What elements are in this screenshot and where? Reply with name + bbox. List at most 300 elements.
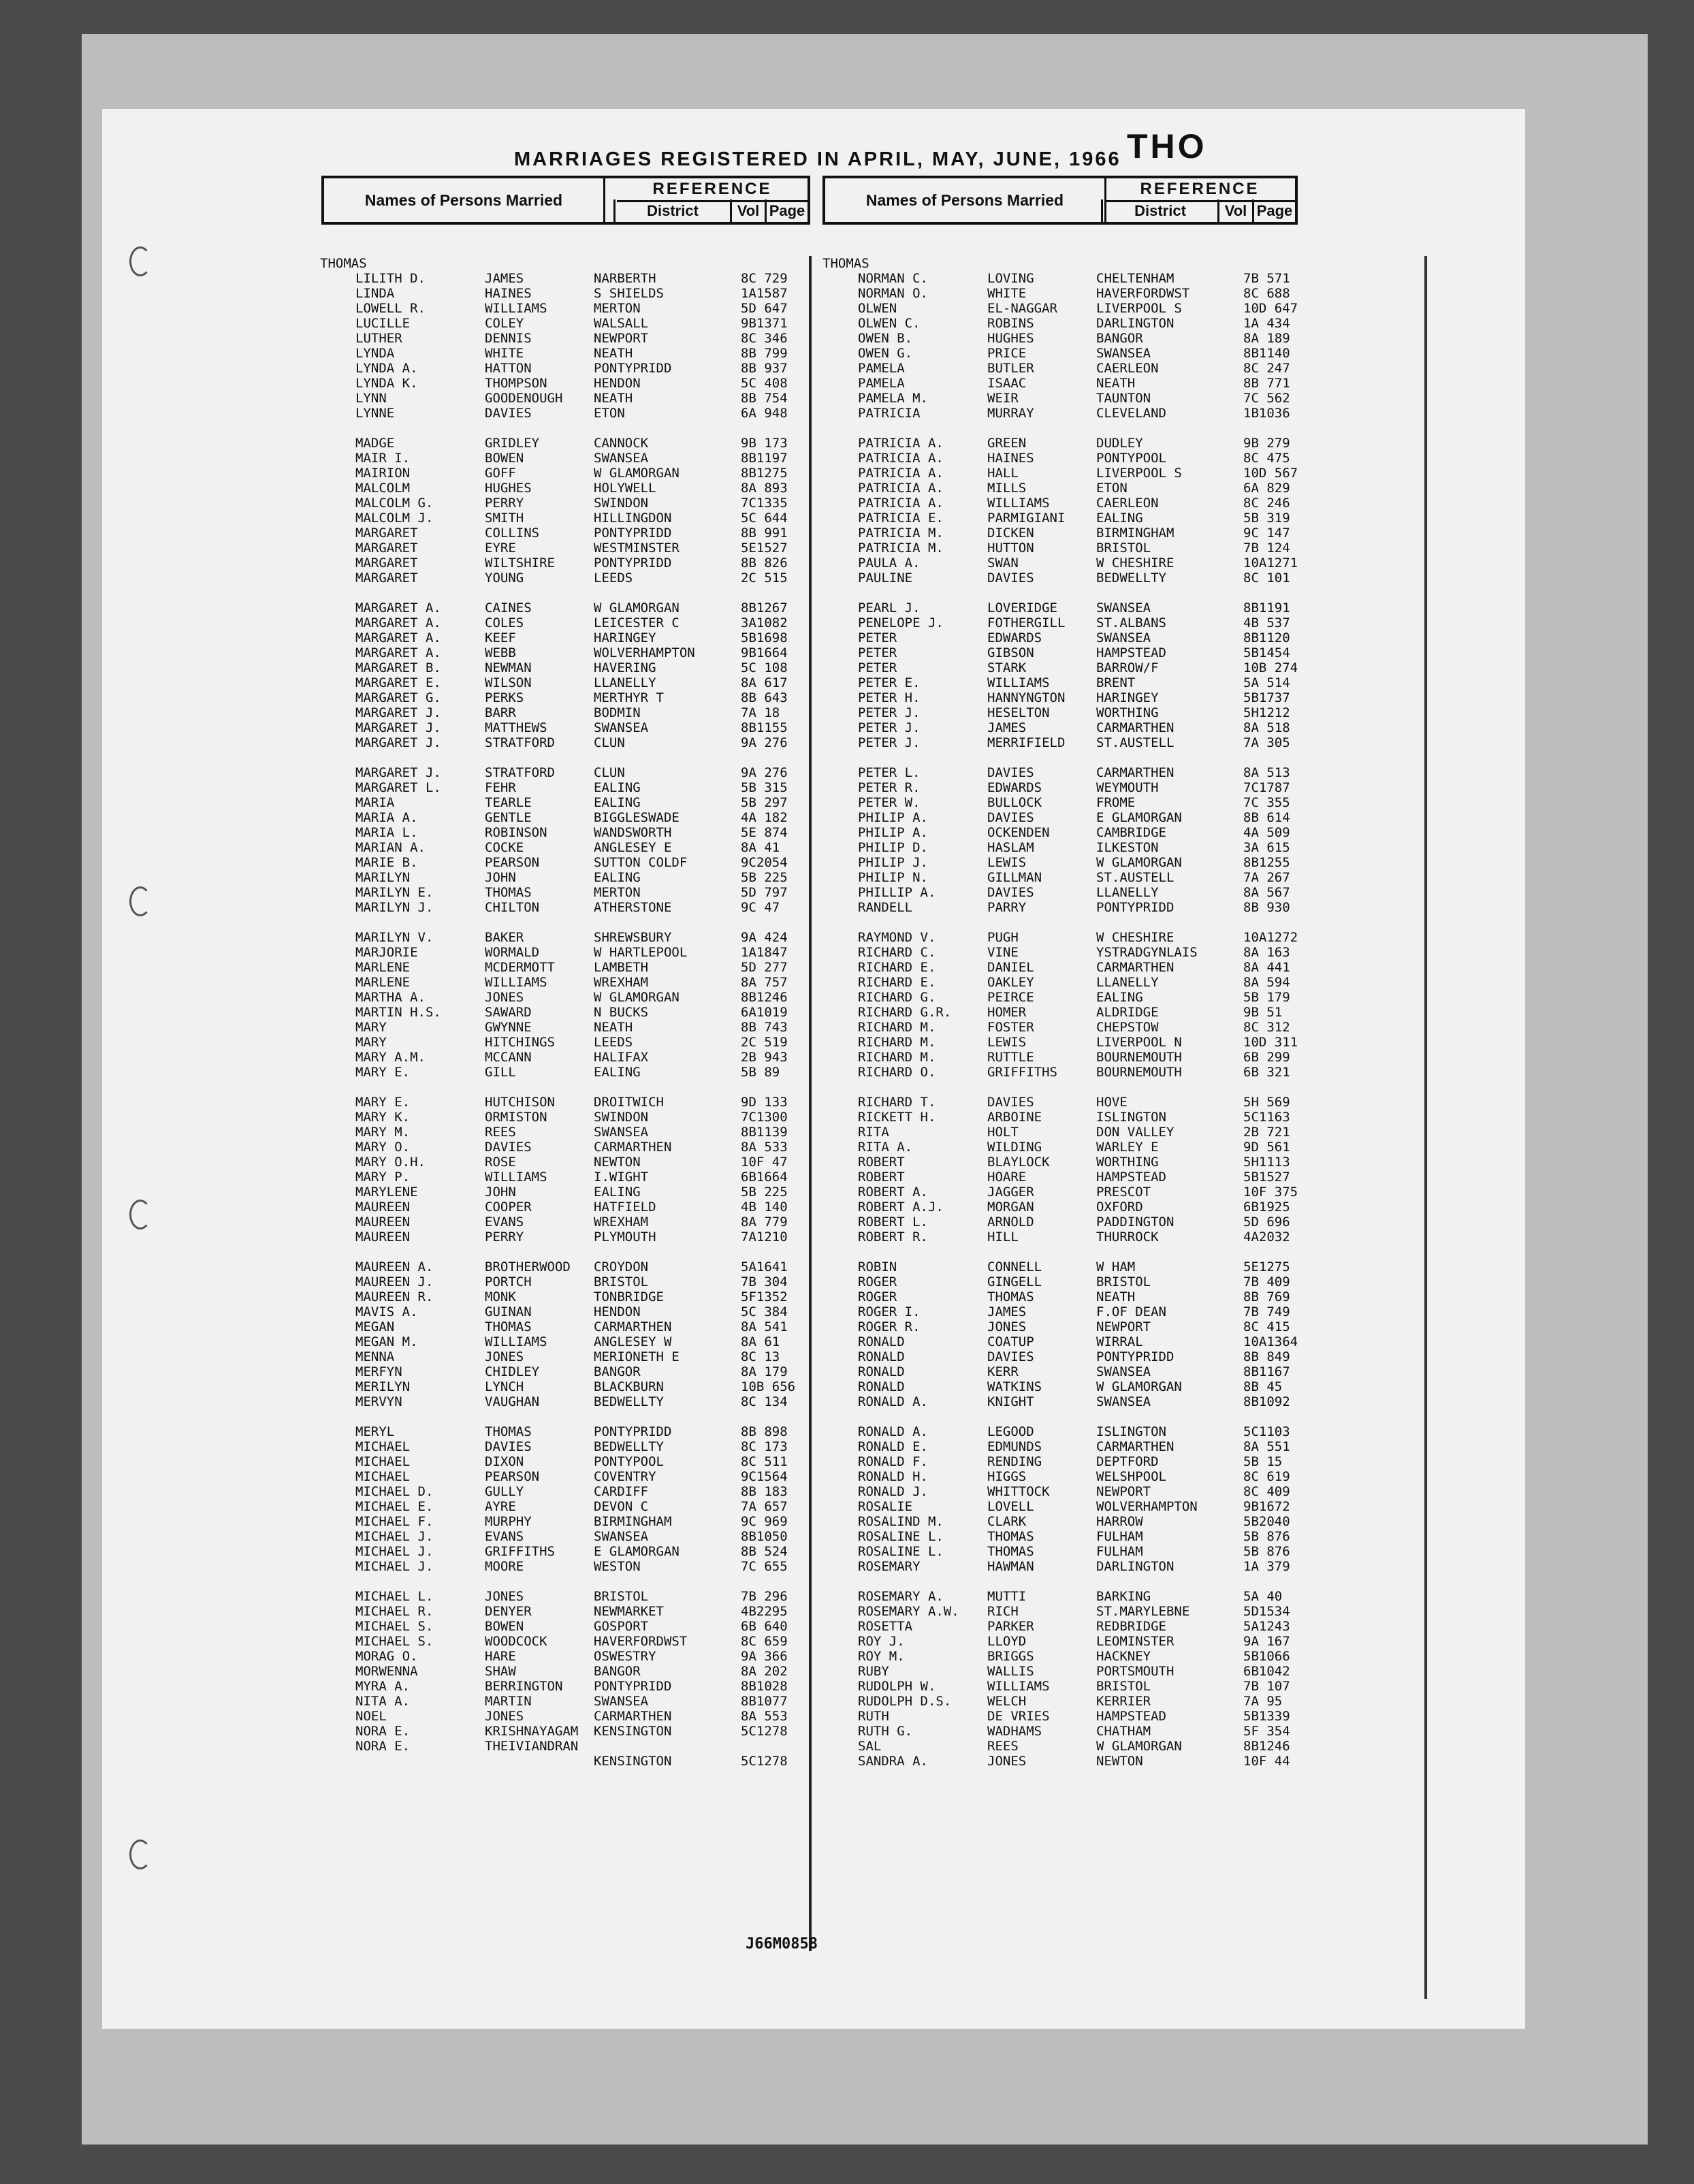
- vol-page: 7C 355: [1243, 795, 1290, 810]
- forename: MALCOLM: [355, 481, 411, 496]
- entry-row: [822, 885, 1360, 900]
- vol-page: 2C 519: [741, 1035, 788, 1050]
- vol-page: 2C 515: [741, 571, 788, 585]
- entry-row: [822, 496, 1360, 511]
- vol-page: 8B1092: [1243, 1394, 1290, 1409]
- vol-page: 8C 173: [741, 1439, 788, 1454]
- entry-row: [822, 1694, 1360, 1709]
- microfilm-code: J66M0858: [746, 1936, 818, 1953]
- district: BRISTOL: [1096, 1679, 1151, 1694]
- district: COVENTRY: [594, 1469, 656, 1484]
- spouse-surname: PEIRCE: [987, 990, 1034, 1005]
- district: WIRRAL: [1096, 1334, 1143, 1349]
- forename: MARGARET: [355, 556, 418, 571]
- vol-page: 7A1210: [741, 1230, 788, 1244]
- district: W CHESHIRE: [1096, 556, 1174, 571]
- forename: RONALD F.: [858, 1454, 928, 1469]
- district: PRESCOT: [1096, 1185, 1151, 1200]
- district: ST.ALBANS: [1096, 615, 1166, 630]
- spouse-surname: COLLINS: [485, 526, 540, 541]
- district: YSTRADGYNLAIS: [1096, 945, 1198, 960]
- spouse-surname: THOMAS: [987, 1529, 1034, 1544]
- district: NEWPORT: [1096, 1319, 1151, 1334]
- spouse-surname: GILL: [485, 1065, 516, 1080]
- vol-page: 8A 541: [741, 1319, 788, 1334]
- district: SWANSEA: [1096, 346, 1151, 361]
- district: PONTYPRIDD: [594, 1679, 672, 1694]
- spouse-surname: HATTON: [485, 361, 532, 376]
- reference-header: REFERENCE: [617, 178, 808, 202]
- forename: MARLENE: [355, 960, 411, 975]
- entry-row: [822, 1484, 1360, 1499]
- spouse-surname: MUTTI: [987, 1589, 1027, 1604]
- forename: ROBERT A.: [858, 1185, 928, 1200]
- spouse-surname: THOMPSON: [485, 376, 547, 391]
- vol-page: 3A1082: [741, 615, 788, 630]
- forename: ROBIN: [858, 1259, 897, 1274]
- district: ST.AUSTELL: [1096, 735, 1174, 750]
- vol-page: 5A1243: [1243, 1619, 1290, 1634]
- entry-row: [822, 1334, 1360, 1349]
- vol-page: 8C 511: [741, 1454, 788, 1469]
- spouse-surname: KERR: [987, 1364, 1019, 1379]
- punch-hole: [129, 1840, 151, 1869]
- forename: OLWEN C.: [858, 316, 921, 331]
- district: CLUN: [594, 765, 625, 780]
- forename: MICHAEL J.: [355, 1529, 434, 1544]
- spouse-surname: HUTCHISON: [485, 1095, 555, 1110]
- spouse-surname: MILLS: [987, 481, 1027, 496]
- vol-page: 4B 537: [1243, 615, 1290, 630]
- district: CLUN: [594, 735, 625, 750]
- spouse-surname: PERRY: [485, 1230, 524, 1244]
- forename: MALCOLM J.: [355, 511, 434, 526]
- forename: MICHAEL L.: [355, 1589, 434, 1604]
- district: ISLINGTON: [1096, 1424, 1166, 1439]
- spouse-surname: JAMES: [987, 720, 1027, 735]
- entry-row: [822, 1230, 1360, 1244]
- entry-row: [822, 630, 1360, 645]
- reference-subheaders: [613, 199, 808, 222]
- spouse-surname: GOODENOUGH: [485, 391, 563, 406]
- entry-row: [320, 870, 858, 885]
- forename: RICHARD E.: [858, 975, 936, 990]
- district: WESTON: [594, 1559, 641, 1574]
- entry-row: [822, 780, 1360, 795]
- entry-row: [320, 1364, 858, 1379]
- district: LEICESTER C: [594, 615, 680, 630]
- entry-row: [822, 1709, 1360, 1724]
- vol-page: 5E 874: [741, 825, 788, 840]
- district: BANGOR: [1096, 331, 1143, 346]
- district: BOURNEMOUTH: [1096, 1065, 1182, 1080]
- spouse-surname: PRICE: [987, 346, 1027, 361]
- forename: LUCILLE: [355, 316, 411, 331]
- spouse-surname: BERRINGTON: [485, 1679, 563, 1694]
- vol-page: 9B 279: [1243, 436, 1290, 451]
- vol-page: 5C 644: [741, 511, 788, 526]
- entry-row: [822, 1259, 1360, 1274]
- vol-page: 8A 779: [741, 1215, 788, 1230]
- forename: PEARL J.: [858, 600, 921, 615]
- vol-page: 8C 312: [1243, 1020, 1290, 1035]
- district: OXFORD: [1096, 1200, 1143, 1215]
- district: NEATH: [594, 346, 633, 361]
- district: WELSHPOOL: [1096, 1469, 1166, 1484]
- vol-page: 8A 757: [741, 975, 788, 990]
- forename: PHILLIP A.: [858, 885, 936, 900]
- spouse-surname: CHIDLEY: [485, 1364, 540, 1379]
- entry-row: [320, 780, 858, 795]
- forename: MARGARET J.: [355, 720, 441, 735]
- vol-page: 5B1454: [1243, 645, 1290, 660]
- district: HARROW: [1096, 1514, 1143, 1529]
- forename: ROBERT: [858, 1170, 905, 1185]
- spouse-surname: OAKLEY: [987, 975, 1034, 990]
- forename: RICHARD E.: [858, 960, 936, 975]
- district: HAVERFORDWST: [1096, 286, 1190, 301]
- entry-row: [822, 1050, 1360, 1065]
- punch-hole: [129, 246, 151, 276]
- spouse-surname: BULLOCK: [987, 795, 1042, 810]
- district: CARMARTHEN: [1096, 1439, 1174, 1454]
- entry-row: [822, 690, 1360, 705]
- entry-row: [320, 361, 858, 376]
- entry-row: [320, 1334, 858, 1349]
- vol-page: 8C 729: [741, 271, 788, 286]
- vol-page: 8A 551: [1243, 1439, 1290, 1454]
- entry-row: [320, 1200, 858, 1215]
- forename: MARGARET E.: [355, 675, 441, 690]
- district: NEWTON: [594, 1155, 641, 1170]
- spouse-surname: BROTHERWOOD: [485, 1259, 571, 1274]
- spouse-surname: GILLMAN: [987, 870, 1042, 885]
- spouse-surname: BAKER: [485, 930, 524, 945]
- forename: MERFYN: [355, 1364, 402, 1379]
- spouse-surname: HARE: [485, 1649, 516, 1664]
- entry-row: [822, 675, 1360, 690]
- vol-page: 5D 277: [741, 960, 788, 975]
- spouse-surname: WATKINS: [987, 1379, 1042, 1394]
- vol-page: 5B 225: [741, 870, 788, 885]
- vol-page: 7B 304: [741, 1274, 788, 1289]
- spouse-surname: WILLIAMS: [987, 675, 1050, 690]
- spouse-surname: WILTSHIRE: [485, 556, 555, 571]
- vol-page: 1A 434: [1243, 316, 1290, 331]
- punch-hole: [129, 1200, 151, 1230]
- vol-page: 5F 354: [1243, 1724, 1290, 1739]
- spouse-surname: PORTCH: [485, 1274, 532, 1289]
- entry-row: [320, 720, 858, 735]
- forename: MARY P.: [355, 1170, 411, 1185]
- district: SWANSEA: [594, 720, 649, 735]
- district: SHREWSBURY: [594, 930, 672, 945]
- vol-page: 7A 18: [741, 705, 780, 720]
- entry-row: [320, 1619, 858, 1634]
- vol-page: 6A 948: [741, 406, 788, 421]
- forename: MORWENNA: [355, 1664, 418, 1679]
- spouse-surname: JONES: [987, 1319, 1027, 1334]
- spouse-surname: THEIVIANDRAN: [485, 1739, 579, 1754]
- spouse-surname: VINE: [987, 945, 1019, 960]
- vol-page: 8B 743: [741, 1020, 788, 1035]
- entry-row: [320, 630, 858, 645]
- district: CAMBRIDGE: [1096, 825, 1166, 840]
- reference-subheaders: [1101, 199, 1295, 222]
- spouse-surname: JONES: [485, 1349, 524, 1364]
- vol-header: Vol: [730, 199, 765, 222]
- entry-row: [320, 600, 858, 615]
- entry-row: [320, 1349, 858, 1364]
- spouse-surname: PARRY: [987, 900, 1027, 915]
- vol-page: 5E1527: [741, 541, 788, 556]
- district: MERTON: [594, 301, 641, 316]
- vol-page: 8C 13: [741, 1349, 780, 1364]
- district: LEOMINSTER: [1096, 1634, 1174, 1649]
- spouse-surname: JOHN: [485, 1185, 516, 1200]
- entry-row: [320, 930, 858, 945]
- forename: RONALD E.: [858, 1439, 928, 1454]
- spouse-surname: MATTHEWS: [485, 720, 547, 735]
- spouse-surname: LLOYD: [987, 1634, 1027, 1649]
- district: CARMARTHEN: [594, 1319, 672, 1334]
- district: SWINDON: [594, 1110, 649, 1125]
- vol-page: 5B 315: [741, 780, 788, 795]
- entry-row: [320, 1439, 858, 1454]
- forename: PETER H.: [858, 690, 921, 705]
- vol-page: 6B1042: [1243, 1664, 1290, 1679]
- district: ANGLESEY E: [594, 840, 672, 855]
- entry-row: [822, 1379, 1360, 1394]
- forename: PATRICIA A.: [858, 466, 944, 481]
- vol-page: 5C 108: [741, 660, 788, 675]
- forename: PHILIP A.: [858, 810, 928, 825]
- vol-page: 4A 182: [741, 810, 788, 825]
- forename: RUBY: [858, 1664, 889, 1679]
- forename: RONALD: [858, 1364, 905, 1379]
- district: EALING: [594, 1065, 641, 1080]
- vol-page: 8B1120: [1243, 630, 1290, 645]
- forename: LINDA: [355, 286, 395, 301]
- vol-page: 8C 246: [1243, 496, 1290, 511]
- spouse-surname: PARKER: [987, 1619, 1034, 1634]
- spouse-surname: WILLIAMS: [485, 1170, 547, 1185]
- vol-page: 6B1664: [741, 1170, 788, 1185]
- entry-row: [320, 1065, 858, 1080]
- spouse-surname: PEARSON: [485, 1469, 540, 1484]
- vol-page: 8B 930: [1243, 900, 1290, 915]
- forename: MARY A.M.: [355, 1050, 426, 1065]
- entry-row: [822, 1095, 1360, 1110]
- spouse-surname: BLAYLOCK: [987, 1155, 1050, 1170]
- district: SWANSEA: [1096, 1394, 1151, 1409]
- district: SWANSEA: [1096, 1364, 1151, 1379]
- names-header: Names of Persons Married: [825, 178, 1106, 222]
- entry-row: [320, 1589, 858, 1604]
- forename: PAULA A.: [858, 556, 921, 571]
- entry-row: [822, 1035, 1360, 1050]
- district: CANNOCK: [594, 436, 649, 451]
- entry-row: [822, 556, 1360, 571]
- entry-row: [320, 1694, 858, 1709]
- vol-page: 1A1847: [741, 945, 788, 960]
- spouse-surname: HOMER: [987, 1005, 1027, 1020]
- forename: ROGER: [858, 1274, 897, 1289]
- spouse-surname: GOFF: [485, 466, 516, 481]
- forename: PETER: [858, 645, 897, 660]
- district: LLANELLY: [1096, 885, 1159, 900]
- district: NARBERTH: [594, 271, 656, 286]
- spouse-surname: SHAW: [485, 1664, 516, 1679]
- spouse-surname: MCDERMOTT: [485, 960, 555, 975]
- vol-page: 9B1672: [1243, 1499, 1290, 1514]
- district: SWANSEA: [1096, 600, 1151, 615]
- spouse-surname: LOVELL: [987, 1499, 1034, 1514]
- entry-row: [320, 690, 858, 705]
- entry-row: [822, 705, 1360, 720]
- spouse-surname: DE VRIES: [987, 1709, 1050, 1724]
- entry-row: [822, 900, 1360, 915]
- vol-page: 4A2032: [1243, 1230, 1290, 1244]
- district: NEATH: [1096, 1289, 1136, 1304]
- forename: RICHARD G.: [858, 990, 936, 1005]
- vol-page: 8B1275: [741, 466, 788, 481]
- district: SWANSEA: [594, 1694, 649, 1709]
- district: CARMARTHEN: [1096, 720, 1174, 735]
- vol-page: 8A 189: [1243, 331, 1290, 346]
- vol-page: 9A 167: [1243, 1634, 1290, 1649]
- spouse-surname: WELCH: [987, 1694, 1027, 1709]
- vol-page: 10F 44: [1243, 1754, 1290, 1769]
- district: EALING: [1096, 990, 1143, 1005]
- entry-row: [822, 1170, 1360, 1185]
- district: W GLAMORGAN: [1096, 1739, 1182, 1754]
- entry-row: [320, 1125, 858, 1140]
- forename: MARGARET A.: [355, 630, 441, 645]
- group-spacer: [320, 1574, 858, 1589]
- district: EALING: [594, 795, 641, 810]
- forename: LILITH D.: [355, 271, 426, 286]
- spouse-surname: HUGHES: [485, 481, 532, 496]
- forename: PAMELA: [858, 361, 905, 376]
- district: LLANELLY: [594, 675, 656, 690]
- forename: RUDOLPH W.: [858, 1679, 936, 1694]
- vol-page: 8B 45: [1243, 1379, 1283, 1394]
- spouse-surname: JAMES: [987, 1304, 1027, 1319]
- vol-page: 5B 179: [1243, 990, 1290, 1005]
- district: PONTYPRIDD: [1096, 1349, 1174, 1364]
- district: WORTHING: [1096, 705, 1159, 720]
- forename: PHILIP D.: [858, 840, 928, 855]
- spouse-surname: JONES: [485, 990, 524, 1005]
- entry-row: [822, 1125, 1360, 1140]
- district: NEATH: [594, 1020, 633, 1035]
- spouse-surname: ISAAC: [987, 376, 1027, 391]
- forename: MARIAN A.: [355, 840, 426, 855]
- entry-row: [822, 436, 1360, 451]
- forename: RANDELL: [858, 900, 913, 915]
- district: LIVERPOOL N: [1096, 1035, 1182, 1050]
- vol-page: 5C 384: [741, 1304, 788, 1319]
- spouse-surname: WILLIAMS: [987, 496, 1050, 511]
- vol-page: 9A 366: [741, 1649, 788, 1664]
- spouse-surname: DAVIES: [485, 406, 532, 421]
- entry-row: [822, 1364, 1360, 1379]
- spouse-surname: YOUNG: [485, 571, 524, 585]
- vol-page: 5B1737: [1243, 690, 1290, 705]
- district: WEYMOUTH: [1096, 780, 1159, 795]
- spouse-surname: TEARLE: [485, 795, 532, 810]
- forename: MAIRION: [355, 466, 411, 481]
- forename: NORMAN C.: [858, 271, 928, 286]
- forename: MAIR I.: [355, 451, 411, 466]
- district: W GLAMORGAN: [594, 990, 680, 1005]
- spouse-surname: DAVIES: [987, 885, 1034, 900]
- spouse-surname: GENTLE: [485, 810, 532, 825]
- vol-page: 7B 124: [1243, 541, 1290, 556]
- district: W GLAMORGAN: [594, 466, 680, 481]
- district: BLACKBURN: [594, 1379, 664, 1394]
- spouse-surname: LEWIS: [987, 855, 1027, 870]
- spouse-surname: RICH: [987, 1604, 1019, 1619]
- forename: PATRICIA: [858, 406, 921, 421]
- group-spacer: [822, 1574, 1360, 1589]
- spouse-surname: DAVIES: [987, 810, 1034, 825]
- forename: MARYLENE: [355, 1185, 418, 1200]
- forename: PETER J.: [858, 720, 921, 735]
- vol-page: 8B1267: [741, 600, 788, 615]
- entry-row: [320, 1724, 858, 1739]
- entry-row: [822, 1649, 1360, 1664]
- forename: MICHAEL: [355, 1469, 411, 1484]
- entry-row: [822, 645, 1360, 660]
- vol-page: 6B1925: [1243, 1200, 1290, 1215]
- district: E GLAMORGAN: [1096, 810, 1182, 825]
- district: FROME: [1096, 795, 1136, 810]
- spouse-surname: HITCHINGS: [485, 1035, 555, 1050]
- vol-page: 3A 615: [1243, 840, 1290, 855]
- vol-page: 1A1587: [741, 286, 788, 301]
- entry-row: [320, 541, 858, 556]
- entry-row: [822, 1604, 1360, 1619]
- spouse-surname: MURRAY: [987, 406, 1034, 421]
- spouse-surname: ORMISTON: [485, 1110, 547, 1125]
- spouse-surname: REES: [987, 1739, 1019, 1754]
- spouse-surname: GIBSON: [987, 645, 1034, 660]
- entry-row: [822, 870, 1360, 885]
- vol-page: 5C1163: [1243, 1110, 1290, 1125]
- district: PONTYPRIDD: [594, 361, 672, 376]
- group-spacer: [320, 1244, 858, 1259]
- spouse-surname: BRIGGS: [987, 1649, 1034, 1664]
- district: SWANSEA: [1096, 630, 1151, 645]
- forename: RONALD: [858, 1349, 905, 1364]
- entry-row: [822, 1754, 1360, 1769]
- spouse-surname: DAVIES: [485, 1439, 532, 1454]
- entry-row: [320, 436, 858, 451]
- vol-page: 10D 311: [1243, 1035, 1298, 1050]
- spouse-surname: THOMAS: [987, 1544, 1034, 1559]
- forename: RUTH G.: [858, 1724, 913, 1739]
- district: HENDON: [594, 1304, 641, 1319]
- spouse-surname: EDMUNDS: [987, 1439, 1042, 1454]
- vol-page: 8B 524: [741, 1544, 788, 1559]
- district: NEWTON: [1096, 1754, 1143, 1769]
- vol-page: 8B 991: [741, 526, 788, 541]
- forename: MYRA A.: [355, 1679, 411, 1694]
- forename: MICHAEL: [355, 1439, 411, 1454]
- vol-page: 10D 647: [1243, 301, 1298, 316]
